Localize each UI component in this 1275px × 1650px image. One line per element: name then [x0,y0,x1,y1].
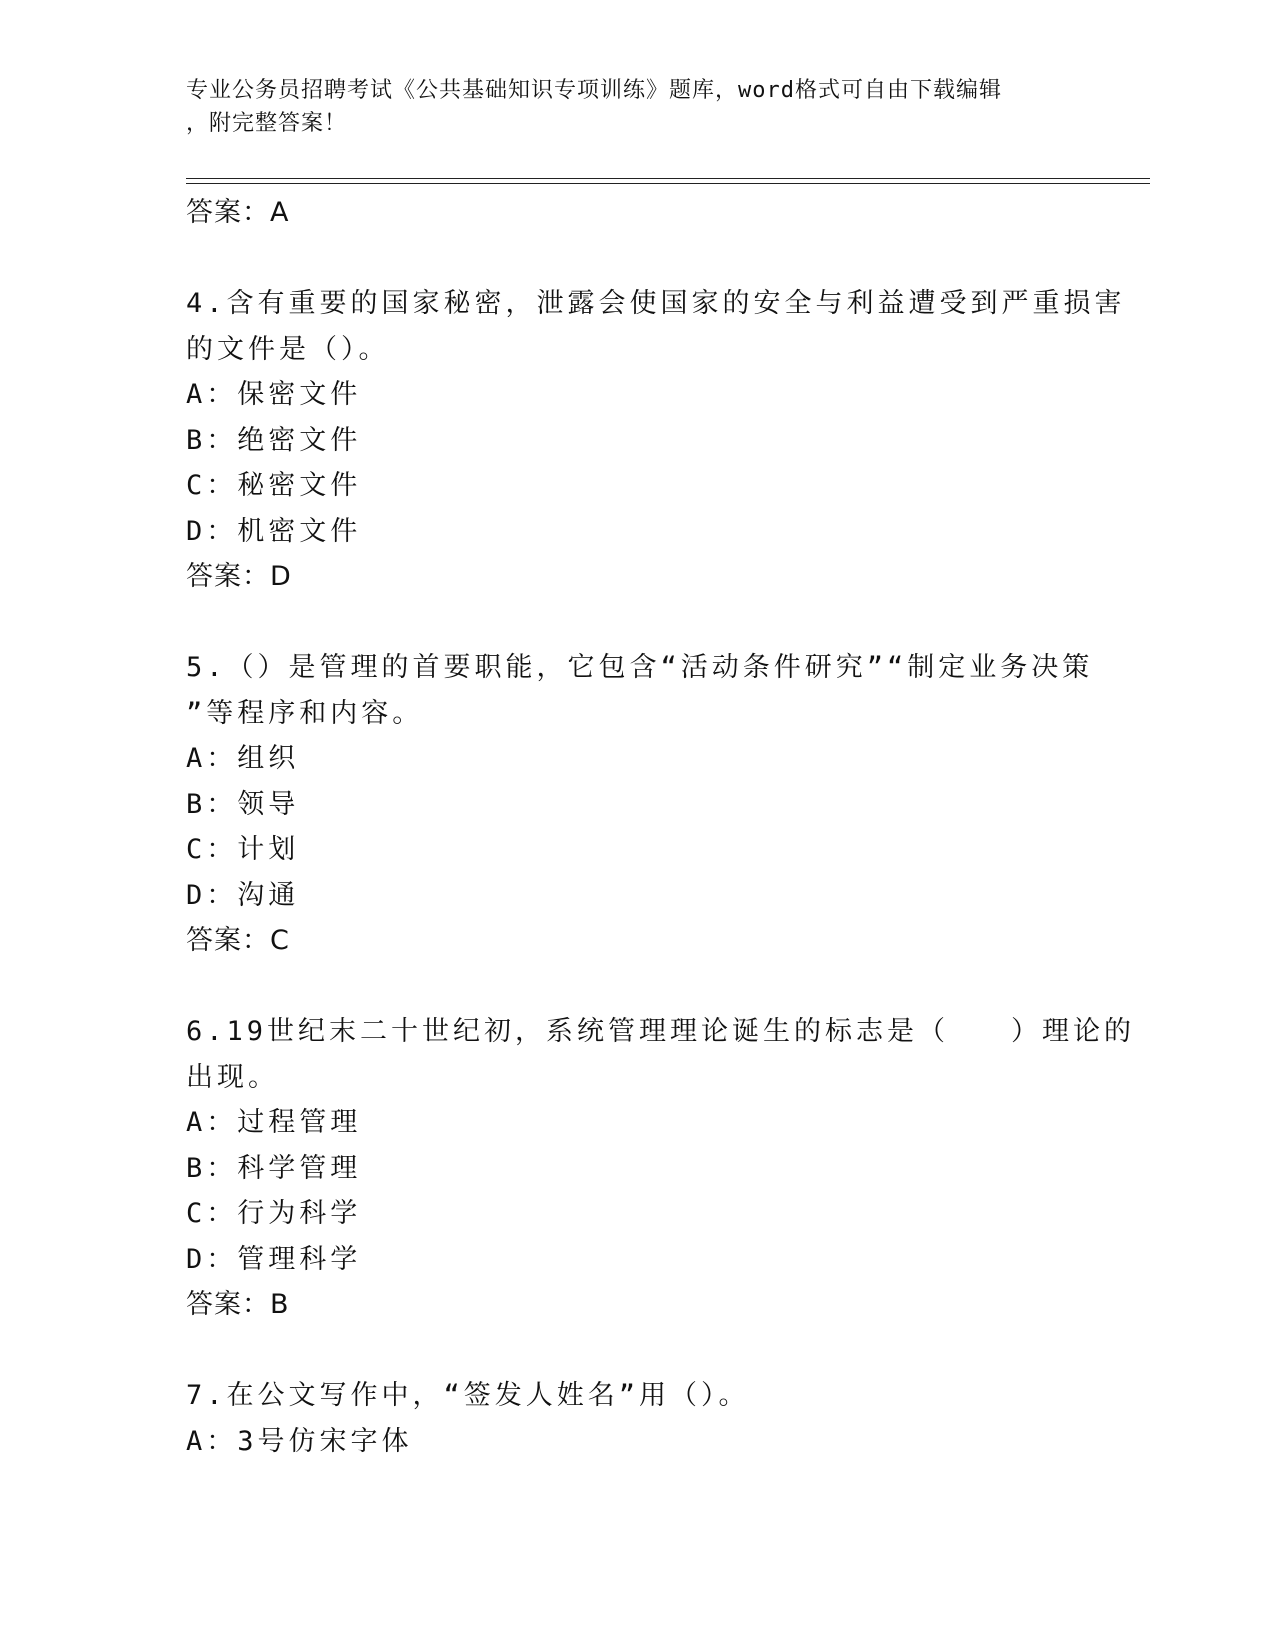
header-rule-bottom [186,183,1150,184]
question-4 [186,281,1126,600]
question-stem-cont: ”等程序和内容。 [186,697,424,729]
document-header [186,74,1056,140]
option-c: C：行为科学 [186,1198,362,1229]
answer: 答案：C [186,925,290,956]
option-c: C：计划 [186,834,300,865]
option-a: A：过程管理 [186,1107,362,1138]
header-line-1: 专业公务员招聘考试《公共基础知识专项训练》题库，word格式可自由下载编辑 [186,78,1002,103]
option-b: B：科学管理 [186,1152,362,1184]
answer-prev: 答案：A [186,197,290,228]
question-stem: 6.19世纪末二十世纪初，系统管理理论诞生的标志是（ ）理论的 [186,1016,1136,1047]
option-b: B：领导 [186,788,300,820]
option-a: A：3号仿宋字体 [186,1425,413,1457]
question-stem: 4.含有重要的国家秘密，泄露会使国家的安全与利益遭受到严重损害 [186,288,1126,319]
answer: 答案：D [186,561,292,592]
question-stem-cont: 的文件是（）。 [186,333,390,365]
option-a: A：保密文件 [186,379,362,410]
question-stem: 5.（）是管理的首要职能，它包含“活动条件研究”“制定业务决策 [186,652,1094,683]
question-stem-cont: 出现。 [186,1061,279,1093]
question-list [186,190,1136,1464]
option-d: D：机密文件 [186,515,362,547]
option-d: D：管理科学 [186,1243,362,1275]
option-c: C：秘密文件 [186,470,362,501]
question-7 [186,1373,1066,1464]
answer: 答案：B [186,1289,290,1320]
option-a: A：组织 [186,743,300,774]
header-line-2: ，附完整答案！ [186,111,348,136]
option-b: B：绝密文件 [186,424,362,456]
question-stem: 7.在公文写作中，“签发人姓名”用（）。 [186,1380,750,1411]
question-5 [186,645,1094,964]
option-d: D：沟通 [186,879,300,911]
header-rule-top [186,178,1150,179]
question-6 [186,1009,1136,1328]
